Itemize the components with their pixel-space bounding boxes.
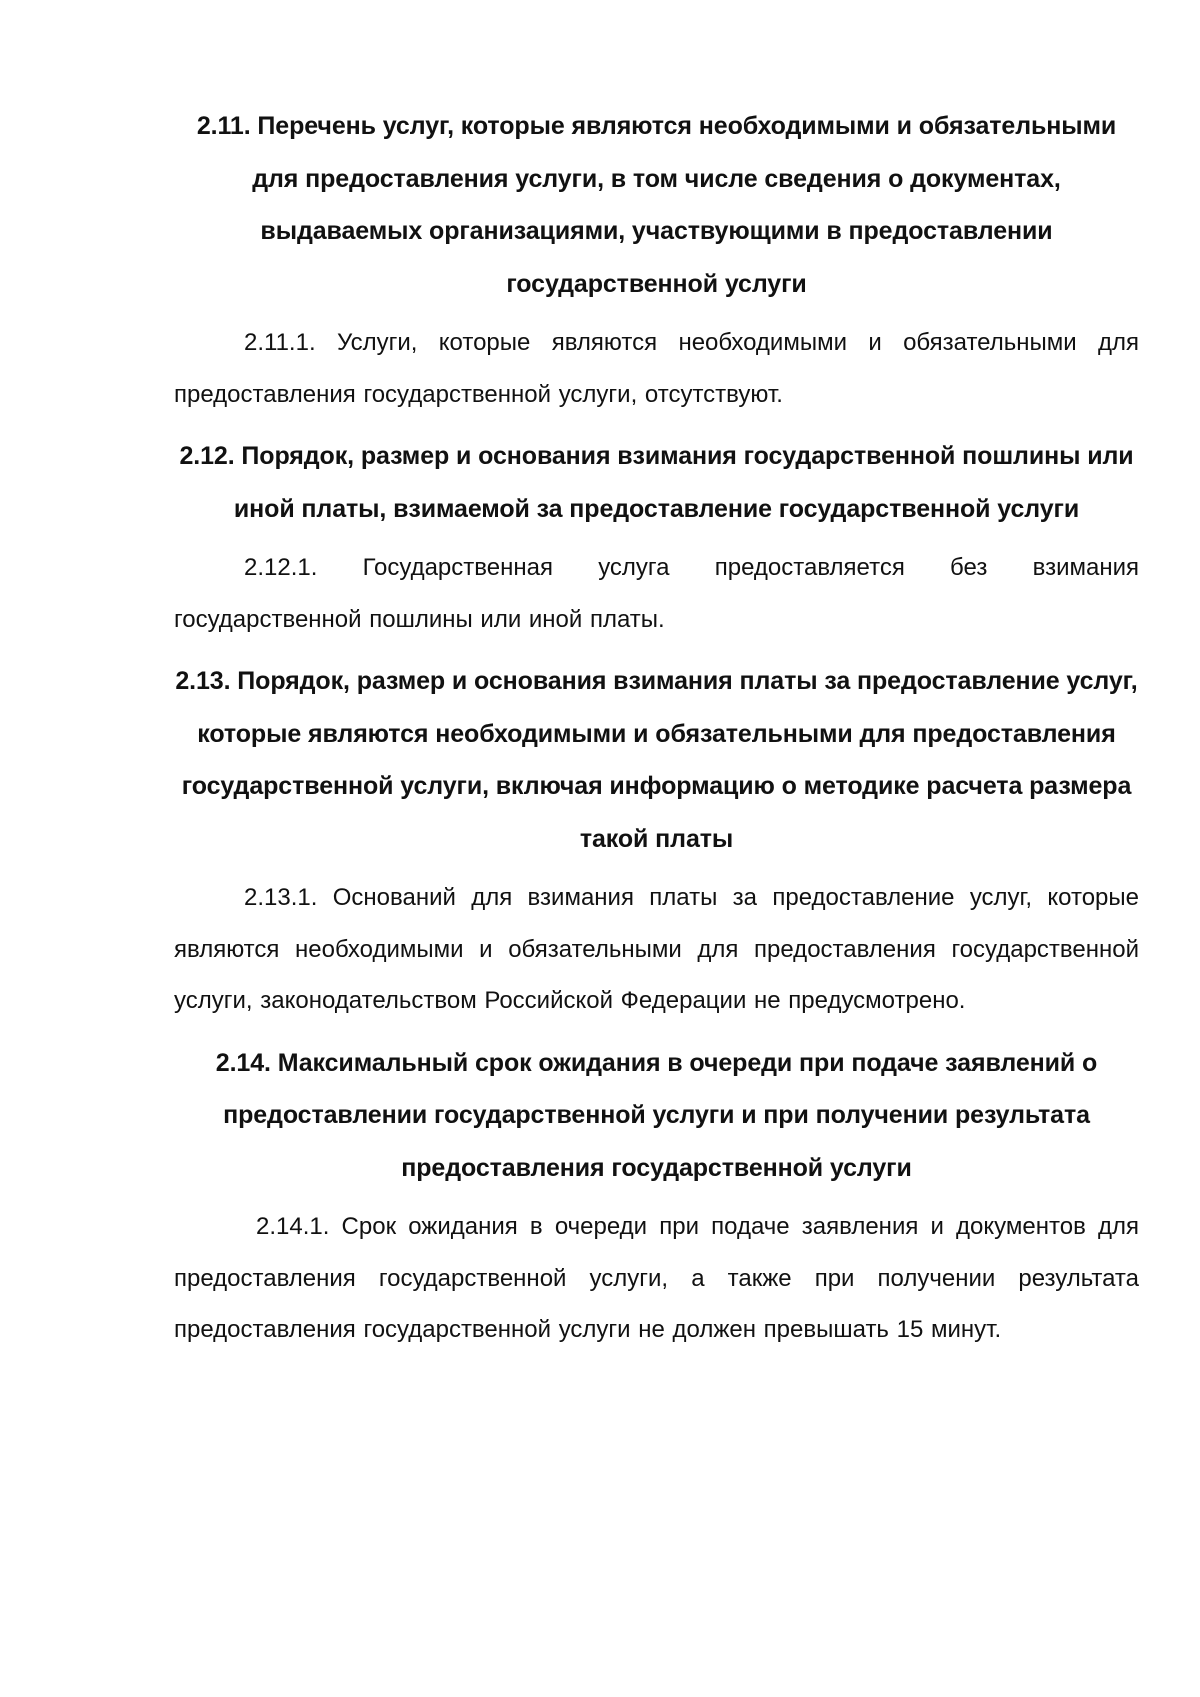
section-heading: 2.14. Максимальный срок ожидания в очереди при подаче заявлений о предоставлении государственной услуги и при получении результата предоставления государственной услуги [215, 1048, 1098, 1182]
section-heading: 2.11. Перечень услуг, которые являются необходимыми и обязательными для предоставления услуги, в том числе сведения о документах, выдаваемых организациями, участвующими в предоставлении государственной услуги [196, 112, 1117, 298]
section-paragraph: 2.11.1. Услуги, которые являются необходимыми и обязательными для предоставления государственной услуги, отсутствуют. [174, 329, 1139, 408]
section-paragraph: 2.12.1. Государственная услуга предоставляется без взимания государственной пошлины или иной платы. [174, 554, 1139, 633]
section-paragraph: 2.14.1. Срок ожидания в очереди при подаче заявления и документов для предоставления государственной услуги, а также при получении результата предоставления государственной услуги не должен превышать 15 минут. [174, 1213, 1139, 1343]
section-2-13 [174, 655, 1139, 1027]
section-2-11 [174, 100, 1139, 420]
section-heading: 2.13. Порядок, размер и основания взимания платы за предоставление услуг, которые являются необходимыми и обязательными для предоставления государственной услуги, включая информацию о методике расчета размера такой платы [175, 667, 1138, 853]
section-2-14 [174, 1037, 1139, 1356]
section-2-12 [174, 430, 1139, 645]
section-heading: 2.12. Порядок, размер и основания взимания государственной пошлины или иной платы, взимаемой за предоставление государственной услуги [179, 442, 1134, 523]
section-paragraph: 2.13.1. Оснований для взимания платы за предоставление услуг, которые являются необходимыми и обязательными для предоставления государственной услуги, законодательством Российской Федерации не предусмотрено. [174, 884, 1139, 1014]
